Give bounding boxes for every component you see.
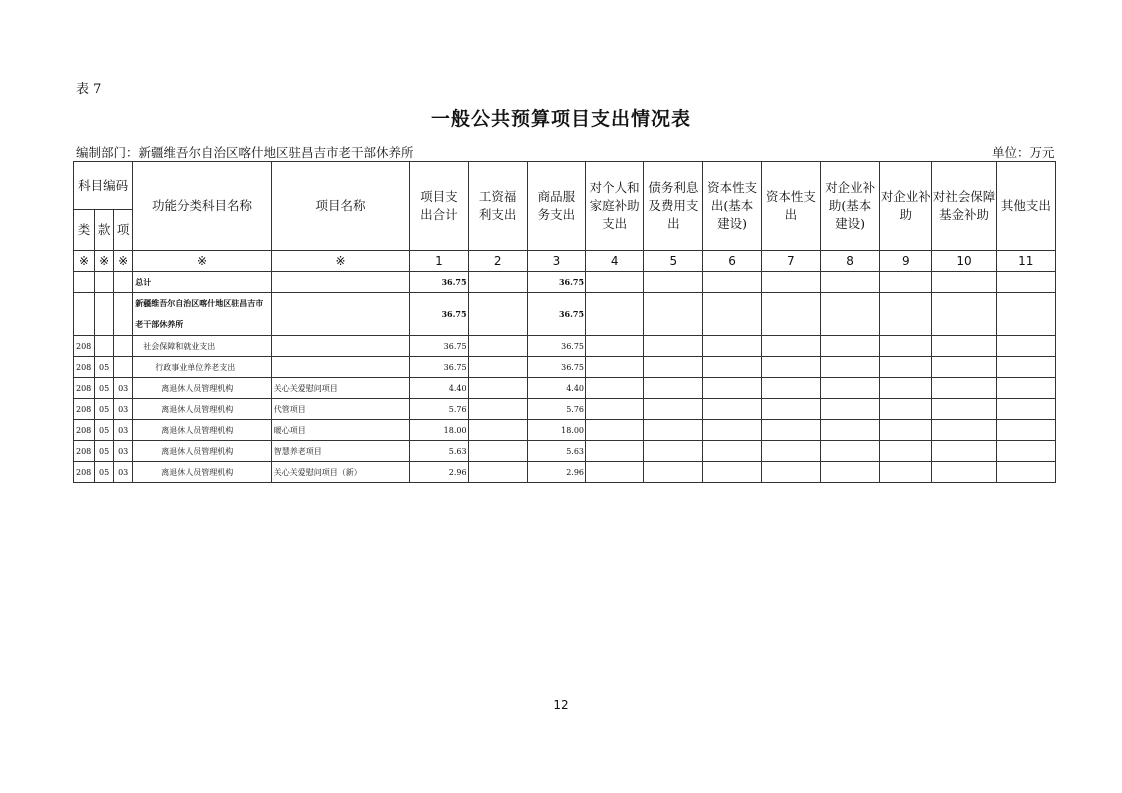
- wage-cell: [468, 378, 527, 399]
- empty-cell: [761, 399, 820, 420]
- project-name-cell: [271, 357, 410, 378]
- empty-cell: [932, 272, 996, 293]
- xiang-cell: [114, 293, 133, 336]
- goods-cell: 5.76: [527, 399, 585, 420]
- other-header: 其他支出: [996, 162, 1055, 251]
- empty-cell: [820, 293, 879, 336]
- func-name-header: 功能分类科目名称: [133, 162, 272, 251]
- wage-cell: [468, 462, 527, 483]
- xiang-header: 项: [114, 210, 133, 251]
- project-name-cell: [271, 272, 410, 293]
- mark-cell: ※: [133, 251, 272, 272]
- lei-cell: 208: [74, 420, 95, 441]
- total-cell: 5.63: [410, 441, 468, 462]
- kuan-cell: [95, 293, 114, 336]
- lei-cell: [74, 272, 95, 293]
- goods-cell: 36.75: [527, 336, 585, 357]
- empty-cell: [820, 441, 879, 462]
- total-cell: 36.75: [410, 272, 468, 293]
- project-name-cell: [271, 336, 410, 357]
- empty-cell: [820, 357, 879, 378]
- debt-header: 债务利息及费用支出: [644, 162, 703, 251]
- column-number: 9: [880, 251, 932, 272]
- total-cell: 4.40: [410, 378, 468, 399]
- empty-cell: [880, 441, 932, 462]
- project-name-cell: 关心关爱慰问项目（新）: [271, 462, 410, 483]
- wage-cell: [468, 336, 527, 357]
- empty-cell: [996, 420, 1055, 441]
- mark-cell: ※: [74, 251, 95, 272]
- empty-cell: [644, 293, 703, 336]
- total-cell: 5.76: [410, 399, 468, 420]
- kuan-cell: [95, 272, 114, 293]
- total-cell: 36.75: [410, 293, 468, 336]
- lei-cell: 208: [74, 462, 95, 483]
- column-number: 3: [527, 251, 585, 272]
- empty-cell: [586, 462, 644, 483]
- project-name-cell: 关心关爱慰问项目: [271, 378, 410, 399]
- empty-cell: [932, 293, 996, 336]
- empty-cell: [880, 336, 932, 357]
- page-title: 一般公共预算项目支出情况表: [430, 108, 691, 130]
- wage-cell: [468, 441, 527, 462]
- empty-cell: [761, 420, 820, 441]
- page-number: 12: [553, 698, 569, 712]
- empty-cell: [932, 378, 996, 399]
- empty-cell: [880, 378, 932, 399]
- column-number: 6: [703, 251, 761, 272]
- goods-cell: 36.75: [527, 357, 585, 378]
- empty-cell: [820, 378, 879, 399]
- func-name-cell: 行政事业单位养老支出: [133, 357, 272, 378]
- project-name-cell: 代管项目: [271, 399, 410, 420]
- empty-cell: [932, 441, 996, 462]
- total-cell: 2.96: [410, 462, 468, 483]
- empty-cell: [820, 399, 879, 420]
- empty-cell: [761, 336, 820, 357]
- empty-cell: [932, 336, 996, 357]
- empty-cell: [586, 399, 644, 420]
- lei-cell: 208: [74, 399, 95, 420]
- kuan-cell: 05: [95, 462, 114, 483]
- empty-cell: [996, 399, 1055, 420]
- table-row: [74, 441, 1056, 462]
- empty-cell: [644, 336, 703, 357]
- func-name-cell: 离退休人员管理机构: [133, 420, 272, 441]
- wage-cell: [468, 399, 527, 420]
- xiang-cell: 03: [114, 378, 133, 399]
- empty-cell: [644, 272, 703, 293]
- empty-cell: [761, 441, 820, 462]
- goods-cell: 18.00: [527, 420, 585, 441]
- column-number: 8: [820, 251, 879, 272]
- department-label: 编制部门：新疆维吾尔自治区喀什地区驻昌吉市老干部休养所: [76, 145, 414, 160]
- lei-cell: 208: [74, 336, 95, 357]
- table-row: [74, 357, 1056, 378]
- empty-cell: [761, 272, 820, 293]
- column-number-row: [74, 251, 1056, 272]
- kuan-cell: 05: [95, 378, 114, 399]
- empty-cell: [820, 420, 879, 441]
- empty-cell: [586, 293, 644, 336]
- empty-cell: [703, 399, 761, 420]
- empty-cell: [586, 420, 644, 441]
- lei-cell: 208: [74, 441, 95, 462]
- wage-cell: [468, 420, 527, 441]
- goods-cell: 36.75: [527, 272, 585, 293]
- empty-cell: [996, 441, 1055, 462]
- total-cell: 18.00: [410, 420, 468, 441]
- kuan-cell: 05: [95, 399, 114, 420]
- xiang-cell: 03: [114, 420, 133, 441]
- project-name-cell: 智慧养老项目: [271, 441, 410, 462]
- empty-cell: [644, 441, 703, 462]
- empty-cell: [880, 462, 932, 483]
- goods-cell: 2.96: [527, 462, 585, 483]
- empty-cell: [880, 399, 932, 420]
- empty-cell: [586, 357, 644, 378]
- goods-cell: 36.75: [527, 293, 585, 336]
- social-header: 对社会保障基金补助: [932, 162, 996, 251]
- empty-cell: [703, 336, 761, 357]
- table-row: [74, 420, 1056, 441]
- empty-cell: [820, 272, 879, 293]
- wage-cell: [468, 293, 527, 336]
- goods-cell: 4.40: [527, 378, 585, 399]
- empty-cell: [761, 357, 820, 378]
- column-number: 4: [586, 251, 644, 272]
- empty-cell: [644, 462, 703, 483]
- empty-cell: [996, 272, 1055, 293]
- subject-code-header: 科目编码: [74, 162, 133, 210]
- empty-cell: [644, 420, 703, 441]
- unit-label: 单位：万元: [992, 145, 1055, 160]
- empty-cell: [761, 378, 820, 399]
- mark-cell: ※: [95, 251, 114, 272]
- empty-cell: [703, 293, 761, 336]
- table-row: [74, 272, 1056, 293]
- personal-header: 对个人和家庭补助支出: [586, 162, 644, 251]
- column-number: 2: [468, 251, 527, 272]
- table-row: [74, 462, 1056, 483]
- xiang-cell: 03: [114, 441, 133, 462]
- xiang-cell: [114, 357, 133, 378]
- project-name-cell: [271, 293, 410, 336]
- kuan-cell: 05: [95, 357, 114, 378]
- total-cell: 36.75: [410, 357, 468, 378]
- lei-header: 类: [74, 210, 95, 251]
- empty-cell: [703, 272, 761, 293]
- func-name-cell: 离退休人员管理机构: [133, 378, 272, 399]
- empty-cell: [996, 462, 1055, 483]
- goods-cell: 5.63: [527, 441, 585, 462]
- wage-cell: [468, 357, 527, 378]
- wage-header: 工资福利支出: [468, 162, 527, 251]
- xiang-cell: 03: [114, 399, 133, 420]
- project-name-cell: 暖心项目: [271, 420, 410, 441]
- wage-cell: [468, 272, 527, 293]
- empty-cell: [880, 293, 932, 336]
- column-number: 7: [761, 251, 820, 272]
- empty-cell: [586, 336, 644, 357]
- kuan-header: 款: [95, 210, 114, 251]
- func-name-cell: 新疆维吾尔自治区喀什地区驻昌吉市老干部休养所: [133, 293, 272, 336]
- xiang-cell: [114, 272, 133, 293]
- kuan-cell: 05: [95, 420, 114, 441]
- empty-cell: [932, 357, 996, 378]
- capital-build-header: 资本性支出(基本建设): [703, 162, 761, 251]
- func-name-cell: 社会保障和就业支出: [133, 336, 272, 357]
- goods-header: 商品服务支出: [527, 162, 585, 251]
- column-number: 5: [644, 251, 703, 272]
- column-number: 11: [996, 251, 1055, 272]
- empty-cell: [703, 462, 761, 483]
- empty-cell: [703, 441, 761, 462]
- capital-header: 资本性支出: [761, 162, 820, 251]
- lei-cell: 208: [74, 378, 95, 399]
- empty-cell: [761, 462, 820, 483]
- empty-cell: [586, 272, 644, 293]
- kuan-cell: 05: [95, 441, 114, 462]
- xiang-cell: [114, 336, 133, 357]
- func-name-cell: 总计: [133, 272, 272, 293]
- empty-cell: [932, 420, 996, 441]
- empty-cell: [703, 420, 761, 441]
- empty-cell: [880, 420, 932, 441]
- empty-cell: [880, 357, 932, 378]
- table-row: [74, 336, 1056, 357]
- table-row: [74, 399, 1056, 420]
- func-name-cell: 离退休人员管理机构: [133, 399, 272, 420]
- enterprise-header: 对企业补助: [880, 162, 932, 251]
- xiang-cell: 03: [114, 462, 133, 483]
- empty-cell: [761, 293, 820, 336]
- empty-cell: [644, 378, 703, 399]
- mark-cell: ※: [271, 251, 410, 272]
- enterprise-build-header: 对企业补助(基本建设): [820, 162, 879, 251]
- empty-cell: [996, 336, 1055, 357]
- func-name-cell: 离退休人员管理机构: [133, 441, 272, 462]
- mark-cell: ※: [114, 251, 133, 272]
- empty-cell: [996, 357, 1055, 378]
- budget-table: [73, 161, 1056, 483]
- empty-cell: [880, 272, 932, 293]
- empty-cell: [703, 378, 761, 399]
- empty-cell: [996, 293, 1055, 336]
- empty-cell: [820, 462, 879, 483]
- empty-cell: [820, 336, 879, 357]
- total-header: 项目支出合计: [410, 162, 468, 251]
- table-label: 表 7: [76, 82, 102, 97]
- project-name-header: 项目名称: [271, 162, 410, 251]
- column-number: 10: [932, 251, 996, 272]
- empty-cell: [932, 399, 996, 420]
- table-row: [74, 293, 1056, 336]
- func-name-cell: 离退休人员管理机构: [133, 462, 272, 483]
- column-number: 1: [410, 251, 468, 272]
- kuan-cell: [95, 336, 114, 357]
- total-cell: 36.75: [410, 336, 468, 357]
- empty-cell: [644, 357, 703, 378]
- empty-cell: [586, 441, 644, 462]
- empty-cell: [932, 462, 996, 483]
- empty-cell: [586, 378, 644, 399]
- empty-cell: [703, 357, 761, 378]
- empty-cell: [644, 399, 703, 420]
- lei-cell: 208: [74, 357, 95, 378]
- lei-cell: [74, 293, 95, 336]
- empty-cell: [996, 378, 1055, 399]
- table-row: [74, 378, 1056, 399]
